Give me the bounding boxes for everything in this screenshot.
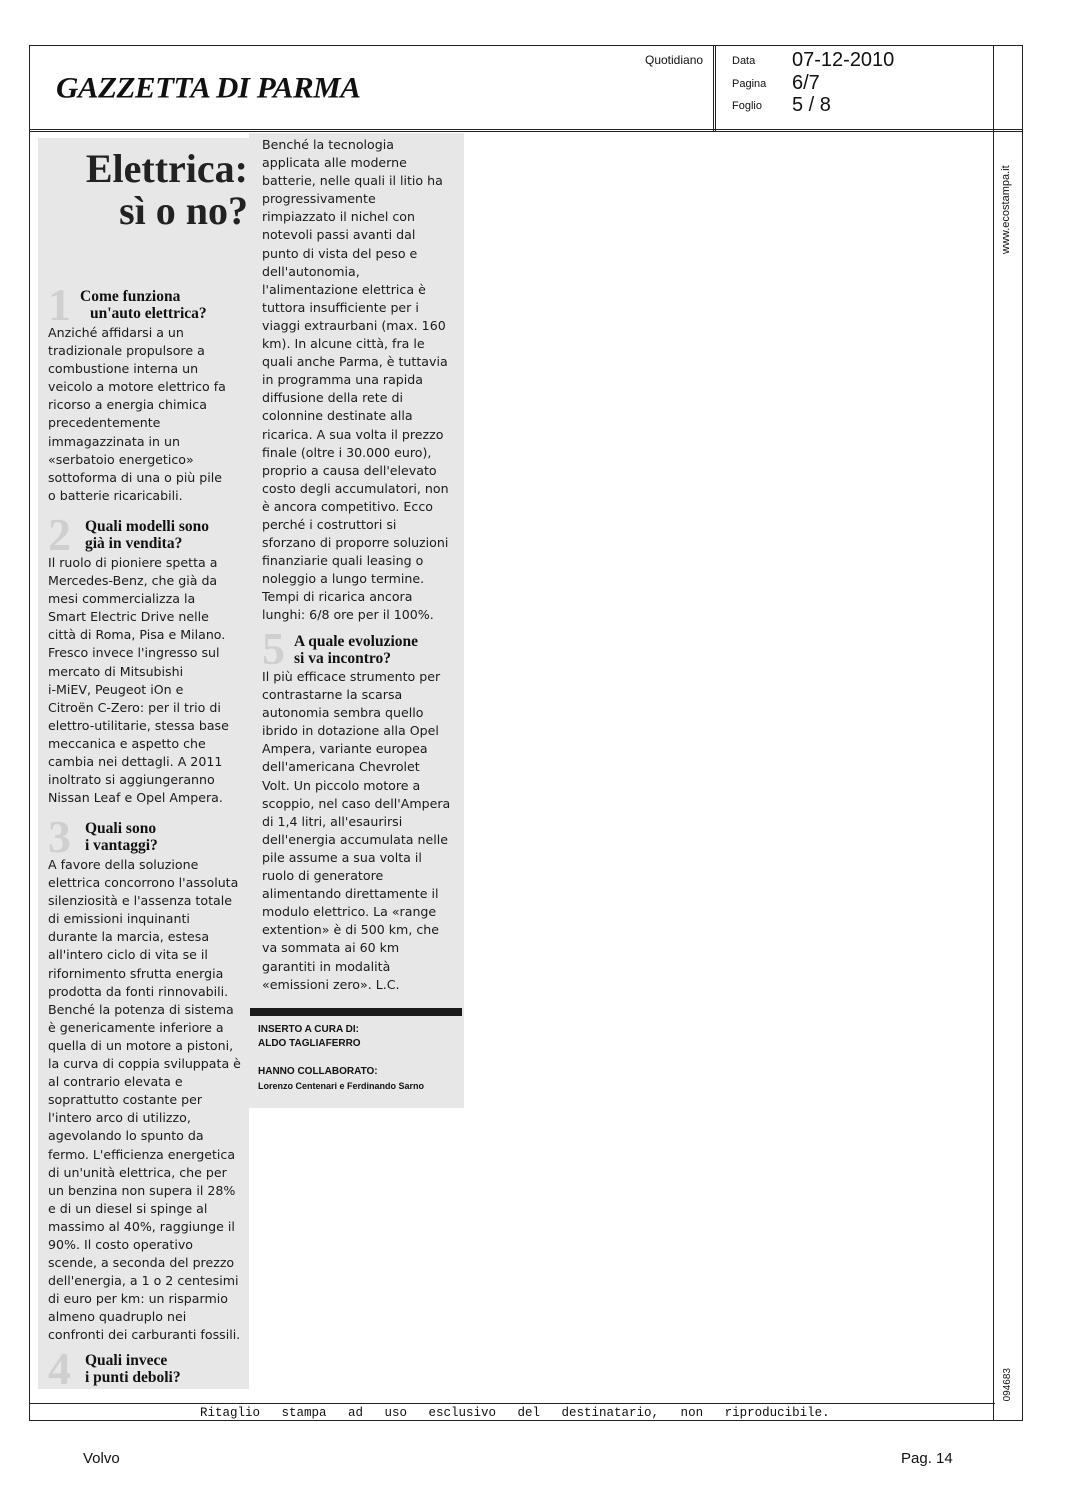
section-title-4 <box>85 1352 181 1386</box>
text-line: Anziché affidarsi a un <box>48 325 184 340</box>
text-line: viaggi extraurbani (max. 160 <box>262 317 446 333</box>
section-number-4: 4 <box>48 1343 71 1394</box>
text-line: lunghi: 6/8 ore per il 100%. <box>262 607 434 623</box>
footer-page-number: Pag. 14 <box>901 1450 953 1467</box>
text-line: o batterie ricaricabili. <box>48 487 183 503</box>
text-line: immagazzinata in un <box>48 433 180 449</box>
text-line: batterie, nelle quali il litio ha <box>262 173 443 189</box>
text-line: A favore della soluzione <box>48 857 199 872</box>
section-title-3 <box>85 820 158 854</box>
text-line: e di un diesel si spinge al <box>48 1200 208 1216</box>
text-line: colonnine destinate alla <box>262 408 413 424</box>
date-label: Data <box>732 55 756 67</box>
date-value: 07-12-2010 <box>792 49 895 71</box>
header-divider <box>29 129 1023 132</box>
text-line: 90%. Il costo operativo <box>48 1236 193 1252</box>
text-line: alimentando direttamente il <box>262 886 439 902</box>
text-line: rimpiazzato il nichel con <box>262 209 415 225</box>
credit-value-editor: ALDO TAGLIAFERRO <box>258 1038 361 1049</box>
text-line: inoltrato si aggiungeranno <box>48 772 215 788</box>
section-body-3 <box>48 856 241 1345</box>
text-line: perché i costruttori si <box>262 516 397 532</box>
text-line: veicolo a motore elettrico fa <box>48 379 226 395</box>
text-line: extention» è di 500 km, che <box>262 922 439 938</box>
headline-line-1: Elettrica: <box>85 146 248 191</box>
text-line: confronti dei carburanti fossili. <box>48 1327 241 1343</box>
page-value: 6/7 <box>792 72 820 94</box>
text-line: all'intero ciclo di vita se il <box>48 947 208 963</box>
text-line: prodotta da fonti rinnovabili. <box>48 983 229 999</box>
footer-divider <box>29 1403 995 1404</box>
text-line: la curva di coppia sviluppata è <box>48 1056 241 1072</box>
text-line: Volt. Un piccolo motore a <box>262 777 421 793</box>
text-line: diffusione della rete di <box>262 390 403 406</box>
text-line: precedentemente <box>48 415 161 431</box>
text-line: noleggio a lungo termine. <box>262 571 425 587</box>
section-body-2 <box>48 554 229 807</box>
text-line: pile assume a sua volta il <box>262 849 422 865</box>
section-body-4 <box>262 136 449 625</box>
text-line: ricorso a energia chimica <box>48 397 207 413</box>
text-line: autonomia sembra quello <box>262 705 424 721</box>
publication-type: Quotidiano <box>645 53 704 67</box>
section-5-title-line-1: A quale evoluzione <box>294 633 419 650</box>
section-1-title-line-1: Come funziona <box>80 288 181 305</box>
text-line: scende, a seconda del prezzo <box>48 1255 235 1271</box>
section-number-2: 2 <box>48 509 71 560</box>
credit-label-editor: INSERTO A CURA DI: <box>258 1024 359 1035</box>
text-line: elettro-utilitarie, stessa base <box>48 717 229 733</box>
text-line: proprio a causa dell'elevato <box>262 462 437 478</box>
text-line: «emissioni zero». L.C. <box>262 976 400 992</box>
text-line: è genericamente inferiore a <box>48 1019 224 1035</box>
text-line: l'alimentazione elettrica è <box>262 281 426 297</box>
section-number-3: 3 <box>48 811 71 862</box>
text-line: agevolando lo spunto da <box>48 1128 204 1144</box>
text-line: i-MiEV, Peugeot iOn e <box>48 681 184 697</box>
text-line: di 1,4 litri, all'esaurirsi <box>262 813 403 829</box>
text-line: contrastarne la scarsa <box>262 687 403 703</box>
text-line: di un'unità elettrica, che per <box>48 1164 227 1180</box>
section-body-5 <box>262 668 450 994</box>
text-line: rifornimento sfrutta energia <box>48 965 224 981</box>
text-line: tradizionale propulsore a <box>48 343 205 359</box>
text-line: applicata alle moderne <box>262 155 407 171</box>
section-body-1 <box>48 324 226 505</box>
text-line: silenziosità e l'assenza totale <box>48 893 232 909</box>
text-line: meccanica e aspetto che <box>48 735 206 751</box>
side-code: 094683 <box>1002 1368 1013 1402</box>
section-4-title-line-2: i punti deboli? <box>85 1369 181 1386</box>
text-line: costo degli accumulatori, non <box>262 480 449 496</box>
text-line: di euro per km: un risparmio <box>48 1291 228 1307</box>
text-line: Tempi di ricarica ancora <box>262 589 413 605</box>
text-line: fermo. L'efficienza energetica <box>48 1146 236 1162</box>
text-line: garantiti in modalità <box>262 958 391 974</box>
text-line: «serbatoio energetico» <box>48 451 194 467</box>
sheet-label: Foglio <box>732 100 762 112</box>
text-line: un benzina non supera il 28% <box>48 1182 236 1198</box>
section-number-5: 5 <box>262 623 285 674</box>
section-title-2 <box>85 518 209 552</box>
text-line: mesi commercializza la <box>48 591 196 607</box>
text-line: dell'americana Chevrolet <box>262 759 420 775</box>
text-line: l'intero arco di utilizzo, <box>48 1110 191 1126</box>
text-line: Il più efficace strumento per <box>262 669 441 684</box>
text-line: ibrido in dotazione alla Opel <box>262 723 439 739</box>
text-line: Benché la potenza di sistema <box>48 1001 234 1017</box>
text-line: Benché la tecnologia <box>262 137 394 152</box>
section-title-1 <box>80 288 207 322</box>
text-line: notevoli passi avanti dal <box>262 227 416 243</box>
text-line: punto di vista del peso e <box>262 245 418 261</box>
text-line: elettrica concorrono l'assoluta <box>48 875 239 891</box>
article-headline <box>58 148 248 232</box>
text-line: tuttora insufficiente per i <box>262 299 419 315</box>
text-line: mercato di Mitsubishi <box>48 663 184 679</box>
text-line: è ancora competitivo. Ecco <box>262 498 433 514</box>
text-line: Citroën C-Zero: per il trio di <box>48 699 221 715</box>
credits-divider-bar <box>250 1008 462 1016</box>
section-3-title-line-1: Quali sono <box>85 820 157 837</box>
disclaimer: Ritaglio stampa ad uso esclusivo del destinatario, non riproducibile. <box>200 1406 830 1420</box>
text-line: dell'energia accumulata nelle <box>262 831 448 847</box>
text-line: città di Roma, Pisa e Milano. <box>48 627 226 643</box>
side-url: www.ecostampa.it <box>1000 165 1012 254</box>
masthead: GAZZETTA DI PARMA <box>56 70 361 105</box>
text-line: progressivamente <box>262 191 376 207</box>
text-line: Ampera, variante europea <box>262 741 428 757</box>
footer-client: Volvo <box>83 1450 120 1467</box>
text-line: almeno quadruplo nei <box>48 1309 187 1325</box>
section-4-title-line-1: Quali invece <box>85 1352 168 1369</box>
sheet-value: 5 / 8 <box>792 94 831 116</box>
text-line: dell'energia, a 1 o 2 centesimi <box>48 1273 239 1289</box>
section-3-title-line-2: i vantaggi? <box>85 837 158 854</box>
headline-line-2: sì o no? <box>119 188 248 233</box>
side-column-divider <box>993 129 994 1421</box>
section-1-title-line-2: un'auto elettrica? <box>90 305 207 322</box>
text-line: cambia nei dettagli. A 2011 <box>48 754 223 770</box>
text-line: Mercedes-Benz, che già da <box>48 573 218 589</box>
text-line: va sommata ai 60 km <box>262 940 400 956</box>
text-line: dell'autonomia, <box>262 263 360 279</box>
text-line: sforzano di proporre soluzioni <box>262 535 449 551</box>
section-5-title-line-2: si va incontro? <box>294 650 392 667</box>
text-line: di emissioni inquinanti <box>48 911 190 927</box>
text-line: scoppio, nel caso dell'Ampera <box>262 795 451 811</box>
text-line: Il ruolo di pioniere spetta a <box>48 555 218 570</box>
section-2-title-line-2: già in vendita? <box>85 535 183 552</box>
text-line: km). In alcune città, fra le <box>262 336 425 352</box>
text-line: Smart Electric Drive nelle <box>48 609 209 625</box>
credit-label-contributors: HANNO COLLABORATO: <box>258 1066 378 1077</box>
text-line: combustione interna un <box>48 361 199 377</box>
section-2-title-line-1: Quali modelli sono <box>85 518 210 535</box>
section-number-1: 1 <box>48 279 71 330</box>
text-line: ruolo di generatore <box>262 868 384 884</box>
text-line: ricarica. A sua volta il prezzo <box>262 426 444 442</box>
text-line: finale (oltre i 30.000 euro), <box>262 444 432 460</box>
text-line: al contrario elevata e <box>48 1074 183 1090</box>
text-line: quella di un motore a pistoni, <box>48 1037 234 1053</box>
text-line: quali anche Parma, è tuttavia <box>262 354 448 370</box>
page-label: Pagina <box>732 78 767 90</box>
text-line: massimo al 40%, raggiunge il <box>48 1218 235 1234</box>
header-column-divider <box>713 45 716 131</box>
text-line: soprattutto costante per <box>48 1092 203 1108</box>
text-line: Fresco invece l'ingresso sul <box>48 645 220 661</box>
text-line: sottoforma di una o più pile <box>48 469 223 485</box>
text-line: in programma una rapida <box>262 372 424 388</box>
text-line: Nissan Leaf e Opel Ampera. <box>48 790 223 806</box>
text-line: durante la marcia, estesa <box>48 929 210 945</box>
text-line: finanziarie quali leasing o <box>262 553 424 569</box>
header-right-edge <box>993 45 994 131</box>
text-line: modulo elettrico. La «range <box>262 904 437 920</box>
credit-value-contributors: Lorenzo Centenari e Ferdinando Sarno <box>258 1081 425 1091</box>
section-title-5 <box>294 633 418 667</box>
